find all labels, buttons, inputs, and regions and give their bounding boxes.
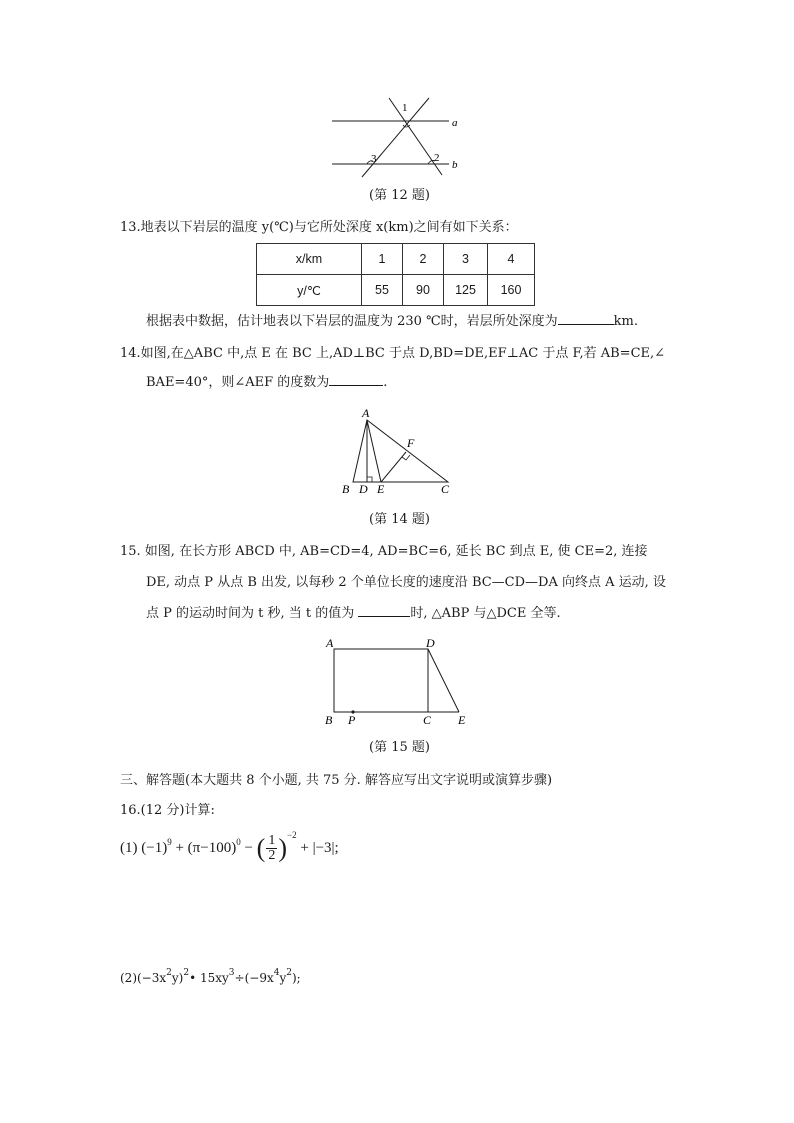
- q13-followup: [146, 312, 638, 332]
- table-row: [257, 275, 535, 306]
- numerator: 1: [268, 833, 276, 849]
- figure-15-caption: (第 15 题): [369, 740, 430, 755]
- q16-title: 16.(12 分)计算:: [120, 803, 215, 818]
- figure-12: [325, 95, 475, 180]
- operator: +: [175, 840, 184, 856]
- label-B: B: [342, 482, 350, 496]
- figure-14: [335, 405, 460, 497]
- q15-line1: 15. 如图, 在长方形 ABCD 中, AB=CD=4, AD=BC=6, 延长 BC 到点 E, 使 CE=2, 连接: [120, 544, 648, 559]
- q14-answer-blank[interactable]: [329, 373, 383, 386]
- table-cell: 4: [488, 244, 535, 275]
- table-cell: 160: [488, 275, 535, 306]
- fraction: [266, 834, 277, 863]
- transversal-left: [362, 98, 429, 177]
- label-angle1: 1: [402, 102, 408, 114]
- label-B: B: [325, 713, 333, 727]
- figure-15: [322, 632, 472, 728]
- exponent: 4: [273, 968, 280, 978]
- label-E: E: [458, 713, 466, 727]
- q13-text: 13.地表以下岩层的温度 y(℃)与它所处深度 x(km)之间有如下关系：: [120, 220, 518, 235]
- label-F: F: [407, 436, 415, 450]
- q14-line2-text: BAE=40°，则∠AEF 的度数为: [146, 375, 330, 390]
- q14-period: .: [383, 375, 388, 390]
- expr: (2)(−3x: [120, 971, 167, 985]
- q16-part1: [120, 830, 339, 864]
- q14-line2: [146, 373, 387, 393]
- table-cell: 90: [403, 275, 444, 306]
- term: (π−100): [187, 840, 237, 856]
- label-angle3: 3: [371, 153, 377, 165]
- term: (−1): [141, 840, 168, 856]
- q14-line1: 14.如图,在△ABC 中,点 E 在 BC 上,AD⊥BC 于点 D,BD=DE,EF⊥AC 于点 F,若 AB=CE,∠: [120, 346, 666, 361]
- part-label: (1): [120, 840, 138, 856]
- table-cell: 125: [444, 275, 488, 306]
- exponent: 0: [236, 837, 241, 847]
- expr: y): [171, 971, 184, 985]
- q13-unit: km.: [613, 314, 638, 329]
- q13-answer-blank[interactable]: [558, 312, 614, 325]
- table-header-x: x/km: [257, 244, 362, 275]
- expr: y: [279, 971, 287, 985]
- label-line-b: b: [452, 159, 458, 171]
- label-angle2: 2: [434, 152, 440, 164]
- exponent: 2: [183, 968, 190, 978]
- q16-part2: [120, 968, 301, 988]
- label-P: P: [348, 713, 356, 727]
- expr: • 15xy: [189, 971, 229, 985]
- q15-line2: DE, 动点 P 从点 B 出发, 以每秒 2 个单位长度的速度沿 BC—CD—DA 向终点 A 运动, 设: [146, 575, 666, 590]
- operator: −: [244, 840, 253, 856]
- expr: ÷(−9x: [234, 971, 274, 985]
- segment-EF: [381, 452, 406, 482]
- table-cell: 55: [362, 275, 403, 306]
- figure-12-caption: (第 12 题): [369, 188, 430, 203]
- exponent: 9: [167, 837, 172, 847]
- label-C: C: [423, 713, 432, 727]
- exponent: 2: [166, 968, 172, 978]
- q13-followup-text: 根据表中数据，估计地表以下岩层的温度为 230 ℃时，岩层所处深度为: [146, 314, 558, 329]
- label-line-a: a: [452, 117, 458, 129]
- expr: );: [291, 971, 301, 985]
- exponent: −2: [287, 830, 297, 840]
- label-C: C: [441, 482, 450, 496]
- label-A: A: [362, 406, 370, 420]
- q13-table: [256, 243, 535, 306]
- denominator: 2: [268, 848, 276, 864]
- table-cell: 3: [444, 244, 488, 275]
- table-cell: 1: [362, 244, 403, 275]
- segment-DE: [428, 649, 459, 712]
- rectangle-ABCD: [334, 649, 428, 712]
- table-cell: 2: [403, 244, 444, 275]
- operator: +: [300, 840, 309, 856]
- table-row: [257, 244, 535, 275]
- section-heading: 三、解答题(本大题共 8 个小题, 共 75 分. 解答应写出文字说明或演算步骤): [120, 773, 553, 788]
- label-D: D: [359, 482, 368, 496]
- q15-line3: [146, 604, 561, 624]
- label-A: A: [326, 636, 334, 650]
- paren-close: ): [278, 833, 288, 863]
- q15-line3-text: 点 P 的运动时间为 t 秒, 当 t 的值为: [146, 606, 355, 621]
- exponent: 2: [286, 968, 292, 978]
- q15-answer-blank[interactable]: [358, 604, 410, 617]
- table-header-y: y/℃: [257, 275, 362, 306]
- term: |−3|;: [312, 840, 339, 856]
- paren-open: (: [256, 833, 266, 863]
- q15-line3-end: 时, △ABP 与△DCE 全等.: [410, 606, 561, 621]
- exponent: 3: [228, 968, 235, 978]
- label-D: D: [426, 636, 435, 650]
- label-E: E: [377, 482, 385, 496]
- figure-14-caption: (第 14 题): [369, 512, 430, 527]
